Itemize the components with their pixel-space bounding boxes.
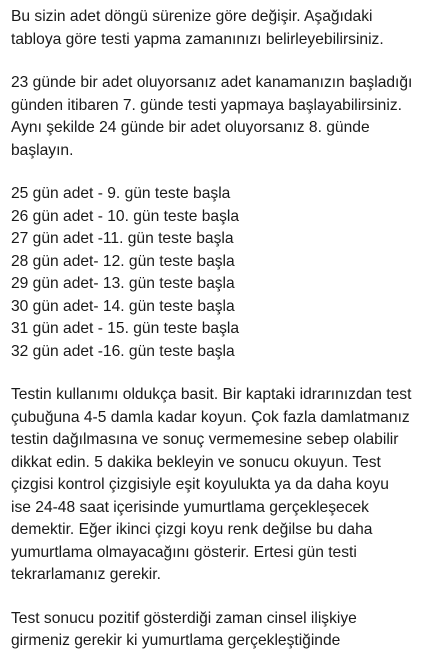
schedule-item: 27 gün adet -11. gün teste başla [11,230,234,247]
intro-paragraph: Bu sizin adet döngü sürenize göre değişir. Aşağıdaki tabloya göre testi yapma zamanınızı belirleyebilirsiniz. [11,8,384,48]
schedule-item: 26 gün adet - 10. gün teste başla [11,207,240,225]
example-paragraph: 23 günde bir adet oluyorsanız adet kanamanızın başladığı günden itibaren 7. günde testi yapmaya başlayabilirsiniz. Aynı şekilde 24 günde bir adet oluyorsanız 8. günde başlayın. [11,74,413,159]
test-schedule-list [11,183,413,363]
schedule-item: 32 gün adet -16. gün teste başla [11,342,235,360]
schedule-item: 29 gün adet- 13. gün teste başla [11,275,235,292]
schedule-item: 25 gün adet - 9. gün teste başla [11,185,231,202]
schedule-item: 30 gün adet- 14. gün teste başla [11,297,235,315]
schedule-item: 31 gün adet - 15. gün teste başla [11,320,240,337]
schedule-item: 28 gün adet- 12. gün teste başla [11,252,235,270]
usage-paragraph: Testin kullanımı oldukça basit. Bir kaptaki idrarınızdan test çubuğuna 4-5 damla kadar koyun. Çok fazla damlatmanız testin dağılmasına ve sonuç vermemesine sebep olabilir dikkat edin. 5 dakika bekleyin ve sonucu okuyun. Test çizgisi kontrol çizgisiyle eşit koyulukta ya da daha koyu ise 24-48 saat içerisinde yumurtlama gerçekleşecek demektir. Eğer ikinci çizgi koyu renk değilse bu daha yumurtlama olmayacağını gösterir. Ertesi gün testi tekrarlamanız gerekir. [11,386,412,583]
positive-result-paragraph: Test sonucu pozitif gösterdiği zaman cinsel ilişkiye girmeniz gerekir ki yumurtlama gerçekleştiğinde [11,609,357,649]
article-body [11,6,413,653]
